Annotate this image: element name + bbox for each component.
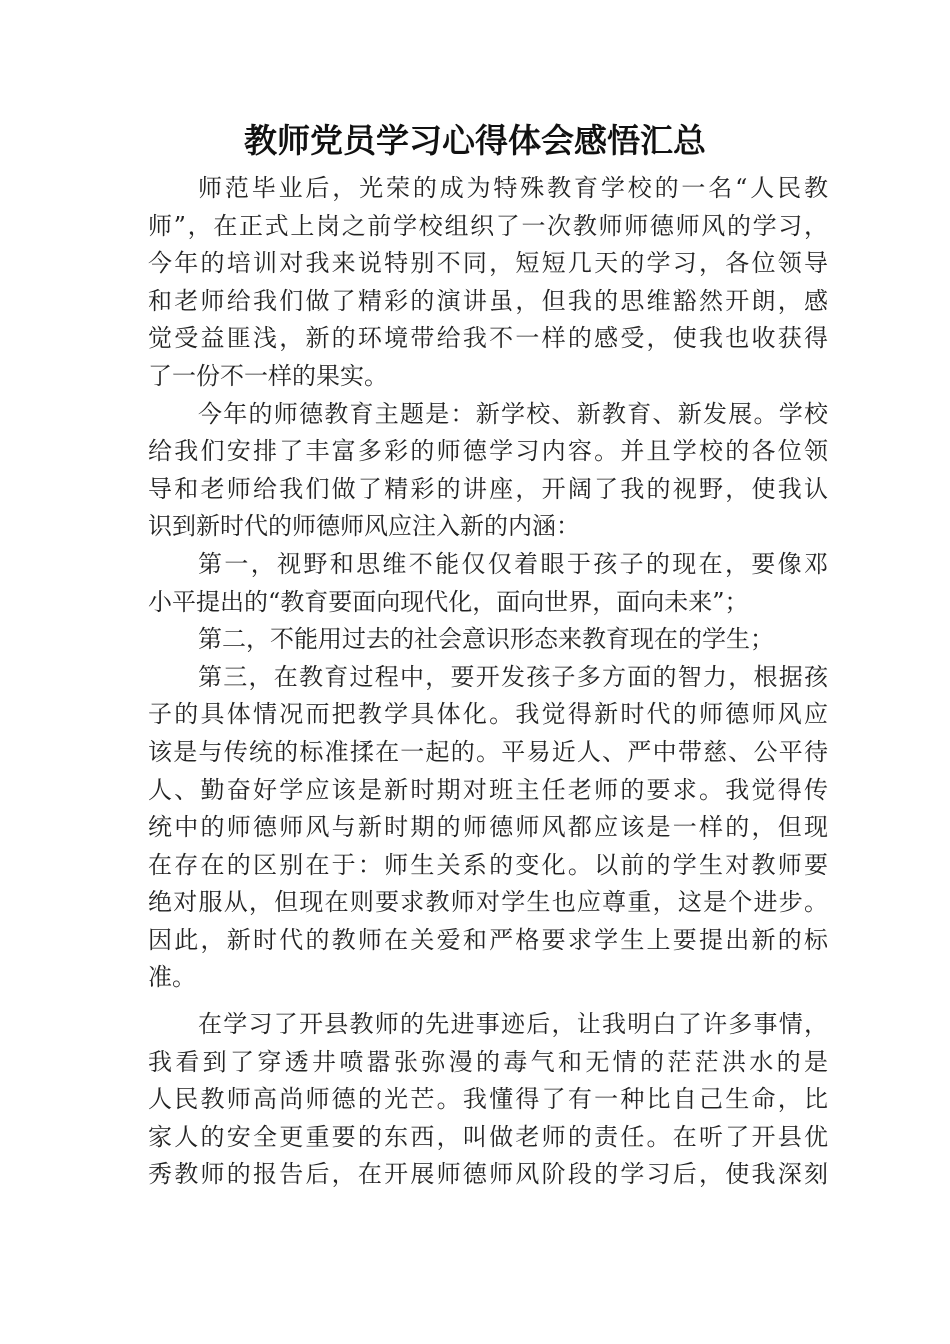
paragraph-3: [148, 546, 828, 621]
text-line: 子的具体情况而把教学具体化。我觉得新时代的师德师风应: [148, 700, 828, 729]
text-line: 该是与传统的标准揉在一起的。平易近人、严中带慈、公平待: [148, 737, 828, 766]
text-line: 师范毕业后，光荣的成为特殊教育学校的一名“人民教: [198, 174, 828, 202]
text-line: 和老师给我们做了精彩的演讲虽，但我的思维豁然开朗，感: [148, 286, 828, 315]
text-line: 在学习了开县教师的先进事迹后，让我明白了许多事情，: [198, 1010, 828, 1039]
paragraph-4: [148, 621, 828, 659]
text-line: 师”，在正式上岗之前学校组织了一次教师师德师风的学习，: [148, 211, 828, 240]
text-line: 觉受益匪浅，新的环境带给我不一样的感受，使我也收获得: [148, 324, 828, 353]
paragraph-spacer: [148, 997, 828, 1006]
paragraph-1: [148, 170, 828, 396]
text-line: 家人的安全更重要的东西，叫做老师的责任。在听了开县优: [148, 1122, 828, 1151]
paragraph-5: [148, 659, 828, 997]
text-line: 今年的培训对我来说特别不同，短短几天的学习，各位领导: [148, 249, 828, 278]
text-line: 第三，在教育过程中，要开发孩子多方面的智力，根据孩: [198, 662, 828, 691]
paragraph-6: [148, 1006, 828, 1194]
text-line: 在存在的区别在于：师生关系的变化。以前的学生对教师要: [148, 850, 828, 879]
text-line: 我看到了穿透井喷嚣张弥漫的毒气和无情的茫茫洪水的是: [148, 1047, 828, 1076]
text-line: 小平提出的“教育要面向现代化，面向世界，面向未来”；: [148, 587, 749, 616]
text-line: 第一，视野和思维不能仅仅着眼于孩子的现在，要像邓: [198, 549, 828, 578]
paragraph-2: [148, 396, 828, 546]
document-title: 教师党员学习心得体会感悟汇总: [244, 121, 706, 160]
document-body: [148, 170, 828, 1194]
text-line: 绝对服从，但现在则要求教师对学生也应尊重，这是个进步。: [148, 888, 828, 917]
text-line: 因此，新时代的教师在关爱和严格要求学生上要提出新的标: [148, 925, 828, 954]
text-line: 今年的师德教育主题是：新学校、新教育、新发展。学校: [198, 399, 828, 428]
text-line: 给我们安排了丰富多彩的师德学习内容。并且学校的各位领: [148, 437, 828, 466]
text-line: 了一份不一样的果实。: [148, 361, 388, 390]
text-line: 导和老师给我们做了精彩的讲座，开阔了我的视野，使我认: [148, 474, 828, 503]
text-line: 秀教师的报告后，在开展师德师风阶段的学习后，使我深刻: [148, 1160, 828, 1189]
text-line: 识到新时代的师德师风应注入新的内涵：: [148, 512, 580, 541]
text-line: 统中的师德师风与新时期的师德师风都应该是一样的，但现: [148, 813, 828, 842]
text-line: 第二，不能用过去的社会意识形态来教育现在的学生；: [198, 625, 774, 654]
text-line: 人民教师高尚师德的光芒。我懂得了有一种比自己生命，比: [148, 1085, 828, 1114]
text-line: 准。: [148, 963, 196, 992]
text-line: 人、勤奋好学应该是新时期对班主任老师的要求。我觉得传: [148, 775, 828, 804]
